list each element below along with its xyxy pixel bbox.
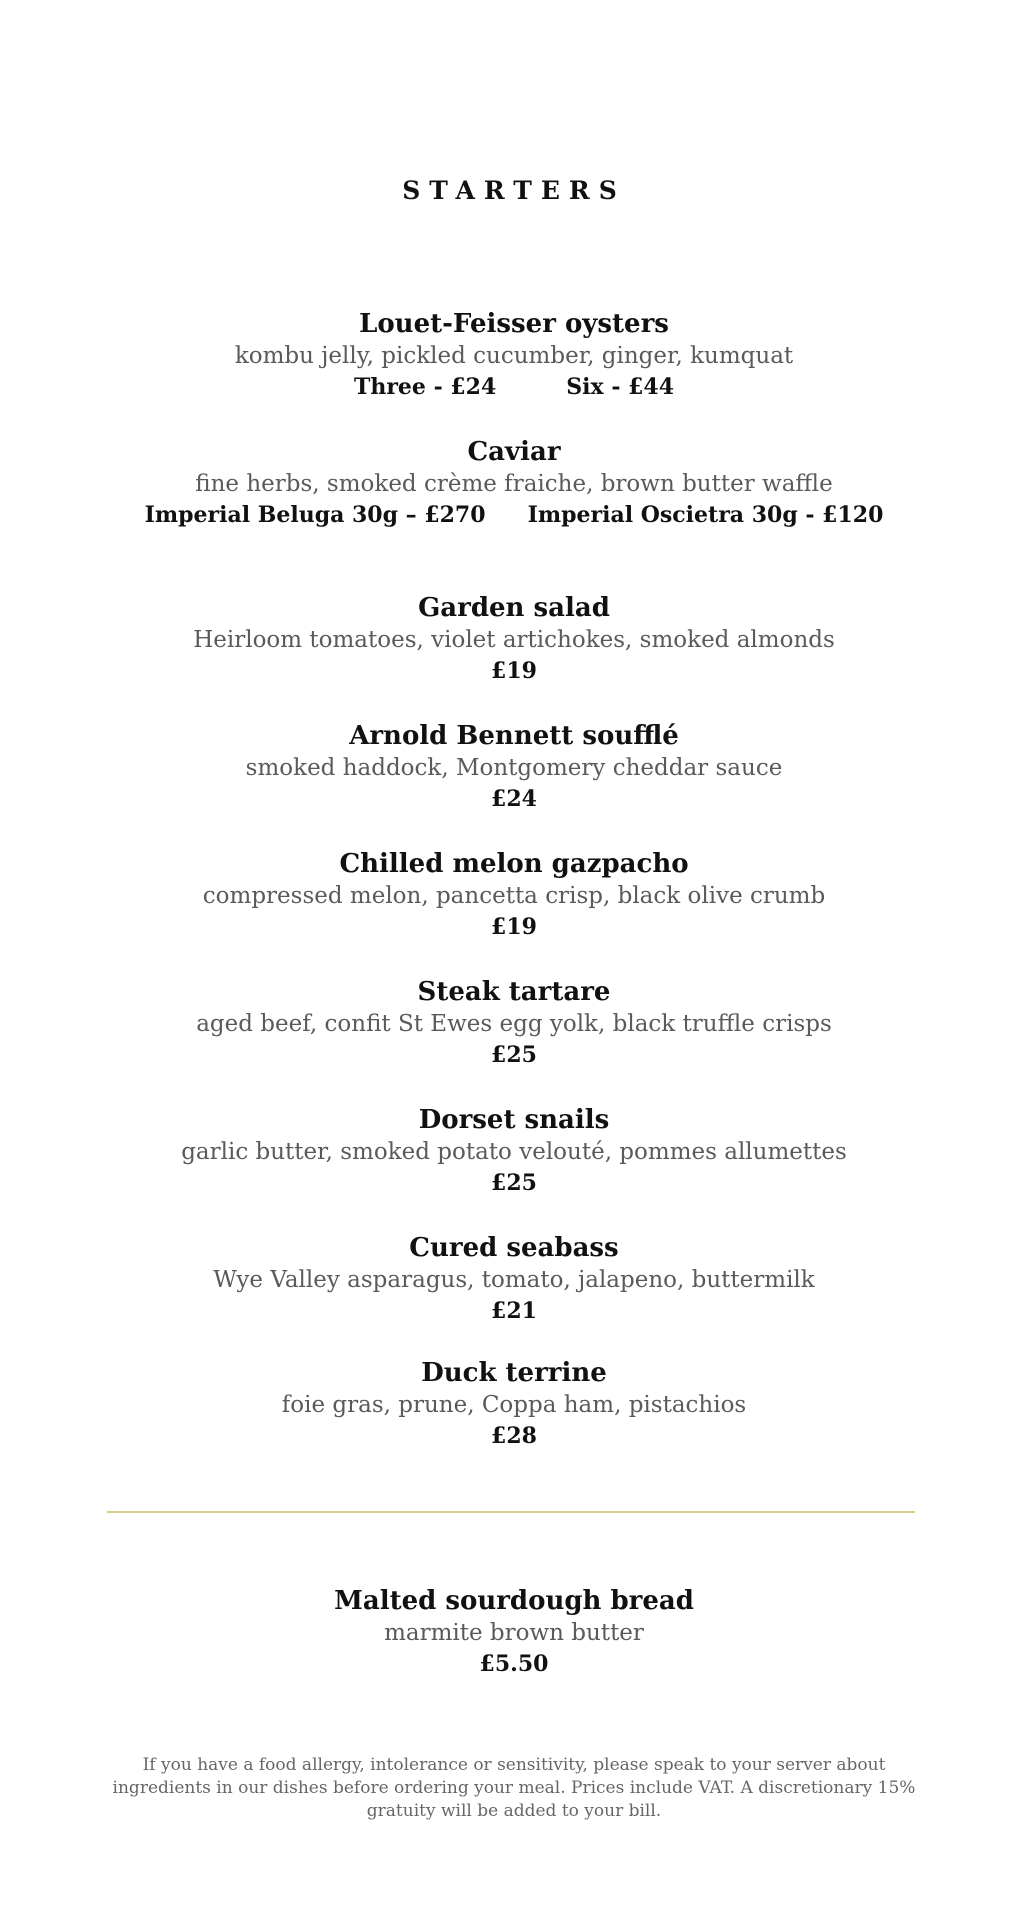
item-name: Caviar (467, 437, 561, 467)
item-name: Duck terrine (421, 1358, 607, 1388)
item-description: marmite brown butter (384, 1620, 644, 1646)
item-price: £19 (491, 658, 537, 684)
item-price: £25 (491, 1042, 537, 1068)
item-description: aged beef, confit St Ewes egg yolk, black truffle crisps (196, 1011, 832, 1037)
item-description: foie gras, prune, Coppa ham, pistachios (281, 1392, 747, 1418)
item-description: Heirloom tomatoes, violet artichokes, smoked almonds (193, 627, 835, 653)
notice-line: If you have a food allergy, intolerance or sensitivity, please speak to your server about (142, 1755, 886, 1775)
allergy-notice (110, 1754, 918, 1823)
item-price: £19 (491, 914, 537, 940)
item-name: Cured seabass (409, 1233, 619, 1263)
item-price: £25 (491, 1170, 537, 1196)
menu-item (0, 1232, 1028, 1327)
menu-item-caviar (0, 436, 1028, 531)
item-description: garlic butter, smoked potato velouté, pommes allumettes (181, 1139, 847, 1165)
item-description: fine herbs, smoked crème fraiche, brown butter waffle (195, 471, 833, 497)
menu-item (0, 720, 1028, 815)
menu-item (0, 848, 1028, 943)
item-name: Louet-Feisser oysters (359, 309, 669, 339)
menu-item (0, 1104, 1028, 1199)
item-price: £24 (491, 786, 537, 812)
menu-item-oysters (0, 308, 1028, 403)
item-name: Garden salad (418, 593, 610, 623)
item-name: Arnold Bennett soufflé (349, 721, 679, 751)
price-option: Six - £44 (566, 374, 675, 400)
item-price: £28 (491, 1423, 537, 1449)
section-heading: STARTERS (402, 176, 626, 205)
item-description: compressed melon, pancetta crisp, black olive crumb (202, 883, 826, 909)
menu-item (0, 592, 1028, 687)
item-prices (0, 500, 1028, 531)
item-prices (0, 372, 1028, 403)
item-description: smoked haddock, Montgomery cheddar sauce (245, 755, 783, 781)
item-price: £5.50 (479, 1651, 549, 1677)
notice-line: gratuity will be added to your bill. (366, 1801, 662, 1821)
item-name: Malted sourdough bread (334, 1586, 694, 1616)
price-option: Imperial Beluga 30g – £270 (144, 502, 486, 528)
item-name: Chilled melon gazpacho (339, 849, 689, 879)
item-name: Steak tartare (417, 977, 611, 1007)
price-option: Imperial Oscietra 30g - £120 (527, 502, 884, 528)
notice-line: ingredients in our dishes before ordering your meal. Prices include VAT. A discretionary 15% (112, 1778, 916, 1798)
menu-item (0, 976, 1028, 1071)
item-price: £21 (491, 1298, 537, 1324)
price-option: Three - £24 (353, 374, 497, 400)
item-description: Wye Valley asparagus, tomato, jalapeno, buttermilk (213, 1267, 815, 1293)
menu-item-bread (0, 1585, 1028, 1680)
item-name: Dorset snails (418, 1105, 610, 1135)
menu-item (0, 1357, 1028, 1452)
section-divider (107, 1511, 915, 1513)
item-description: kombu jelly, pickled cucumber, ginger, kumquat (234, 343, 794, 369)
